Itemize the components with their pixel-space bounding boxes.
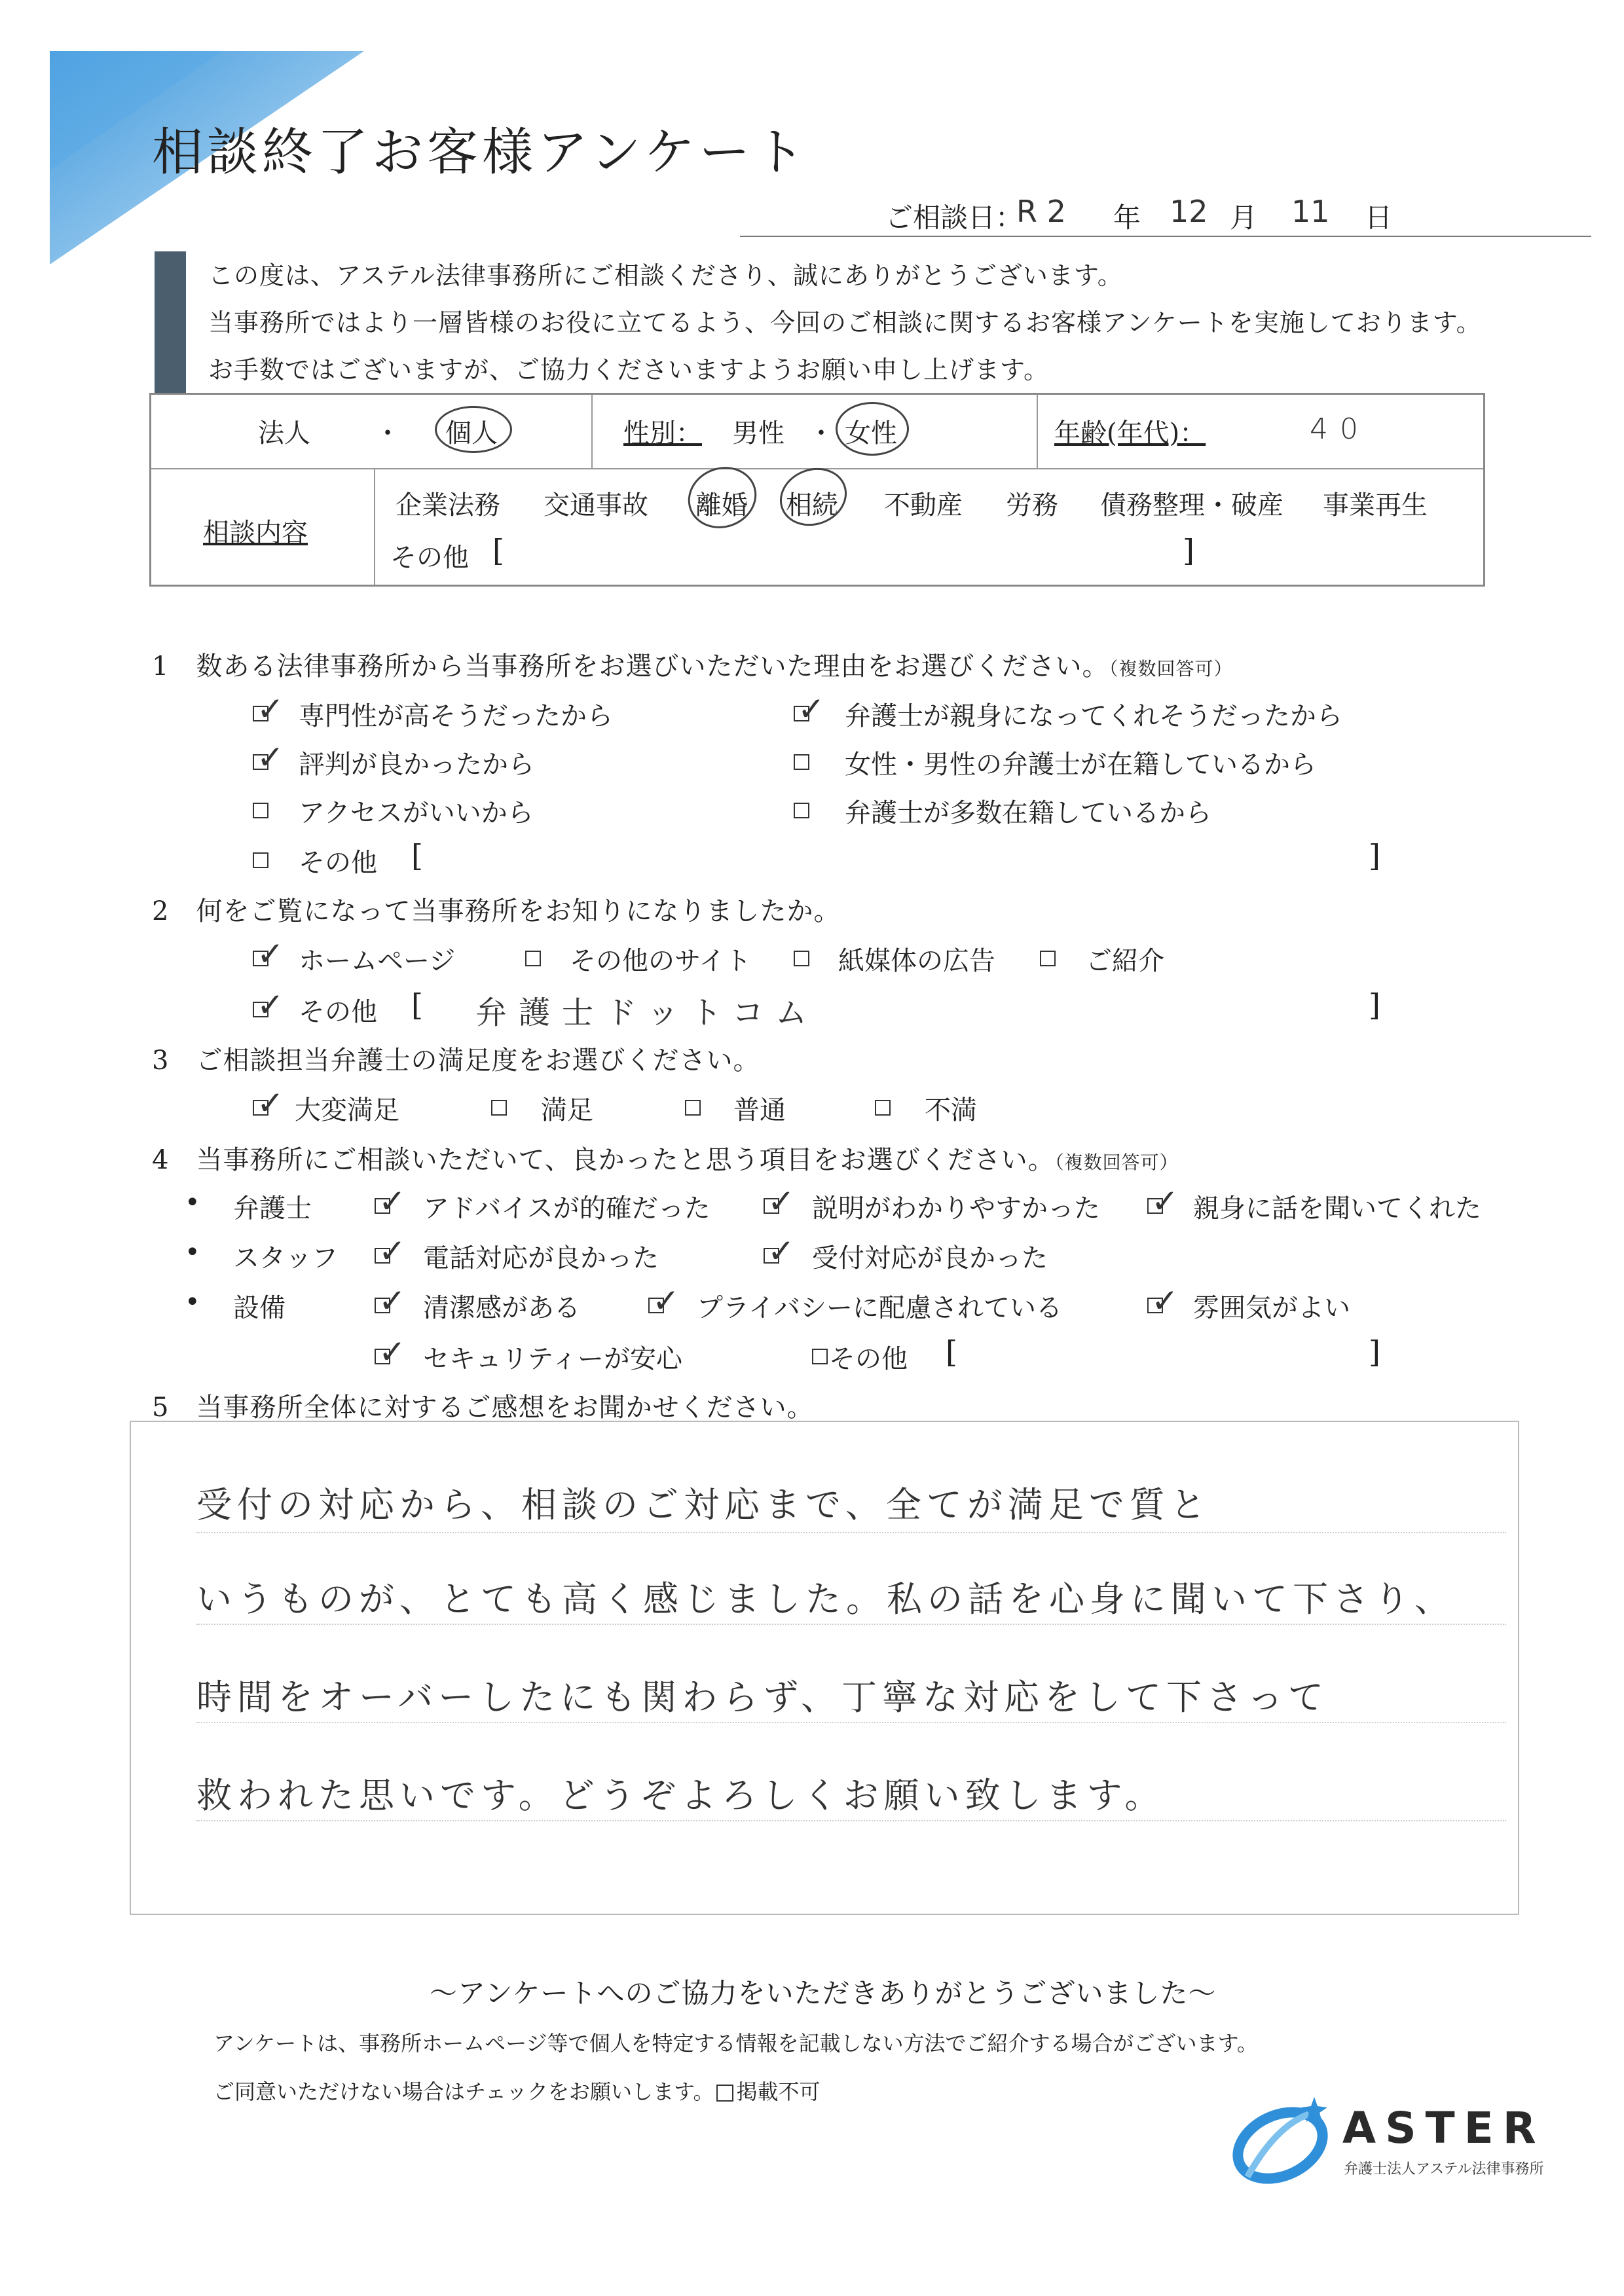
bracket-close: ]	[1183, 533, 1194, 568]
q1-option-other: その他	[299, 848, 377, 878]
checkbox[interactable]	[491, 1100, 507, 1116]
gender-separator: ・	[808, 418, 834, 448]
q4-group-label: 設備	[233, 1293, 286, 1323]
bullet: •	[185, 1237, 200, 1267]
intro-line-1: この度は、アステル法律事務所にご相談くださり、誠にありがとうございます。	[208, 261, 1123, 290]
logo-subtitle: 弁護士法人アステル法律事務所	[1344, 2161, 1544, 2178]
check-icon: ✓	[378, 1182, 406, 1220]
check-icon: ✓	[767, 1182, 795, 1220]
checkbox[interactable]	[253, 852, 268, 868]
date-day[interactable]: 11	[1291, 194, 1330, 229]
q2-option: 紙媒体の広告	[838, 946, 995, 976]
consult-inheritance[interactable]: 相続	[786, 490, 838, 520]
q3-option: 満足	[541, 1095, 593, 1125]
bullet: •	[185, 1287, 200, 1317]
q1-option: 評判が良かったから	[299, 750, 534, 780]
check-icon: ✓	[378, 1282, 406, 1320]
date-underline	[740, 236, 1591, 237]
q4-option: 説明がわかりやすかった	[812, 1194, 1100, 1224]
check-icon: ✓	[1151, 1282, 1179, 1320]
footer-note-1: アンケートは、事務所ホームページ等で個人を特定する情報を記載しない方法でご紹介する場合がございます。	[213, 2031, 1258, 2056]
gender-male[interactable]: 男性	[732, 418, 784, 448]
q2-option: ご紹介	[1086, 946, 1164, 976]
q5-heading: 5 当事務所全体に対するご感想をお聞かせください。	[152, 1393, 814, 1423]
bracket-open: [	[411, 987, 423, 1023]
bracket-close: ]	[1369, 987, 1380, 1023]
checkbox[interactable]	[525, 951, 541, 966]
date-month-unit: 月	[1230, 202, 1258, 234]
consult-corporate[interactable]: 企業法務	[396, 490, 500, 520]
q4-group-label: 弁護士	[233, 1194, 312, 1224]
q4-option: アドバイスが的確だった	[423, 1194, 710, 1224]
q3-option: 普通	[733, 1095, 786, 1125]
q4-option: プライバシーに配慮されている	[697, 1293, 1062, 1323]
bracket-open: [	[946, 1334, 957, 1370]
aster-logo-icon	[1228, 2092, 1339, 2190]
check-icon: ✓	[767, 1232, 795, 1270]
check-icon: ✓	[257, 1084, 284, 1122]
bracket-open: [	[411, 838, 423, 873]
q4-option: 雰囲気がよい	[1193, 1293, 1350, 1323]
bracket-close: ]	[1369, 838, 1380, 873]
consult-business-revival[interactable]: 事業再生	[1323, 490, 1428, 520]
comment-line: 受付の対応から、相談のご対応まで、全てが満足で質と	[196, 1484, 1211, 1525]
intro-line-2: 当事務所ではより一層皆様のお役に立てるよう、今回のご相談に関するお客様アンケートを実施しております。	[208, 308, 1482, 337]
intro-line-3: お手数ではございますが、ご協力くださいますようお願い申し上げます。	[208, 355, 1049, 384]
selection-circle	[435, 406, 512, 453]
q1-option: 女性・男性の弁護士が在籍しているから	[845, 750, 1316, 780]
check-icon: ✓	[257, 935, 284, 973]
consult-labor[interactable]: 労務	[1006, 490, 1058, 520]
q2-heading: 2 何をご覧になって当事務所をお知りになりましたか。	[152, 896, 841, 926]
q4-option: セキュリティーが安心	[423, 1344, 682, 1374]
type-separator: ・	[375, 418, 401, 448]
q4-group-label: スタッフ	[233, 1243, 338, 1273]
check-icon: ✓	[798, 690, 825, 728]
intro-accent-bar	[155, 251, 186, 394]
checkbox[interactable]	[875, 1100, 891, 1116]
q4-option: 電話対応が良かった	[423, 1243, 659, 1273]
bracket-open: [	[492, 533, 504, 568]
q3-heading: 3 ご相談担当弁護士の満足度をお選びください。	[152, 1046, 760, 1076]
check-icon: ✓	[378, 1232, 406, 1270]
checkbox[interactable]	[685, 1100, 701, 1116]
check-icon: ✓	[652, 1282, 680, 1320]
logo-wordmark: ASTER	[1342, 2103, 1545, 2153]
q4-option: 親身に話を聞いてくれた	[1193, 1194, 1481, 1224]
consult-divorce[interactable]: 離婚	[695, 490, 748, 520]
comment-rule	[196, 1624, 1506, 1625]
opt-out-checkbox[interactable]	[716, 2085, 733, 2102]
comment-rule	[196, 1820, 1506, 1821]
q2-option: ホームページ	[299, 946, 456, 976]
checkbox[interactable]	[1040, 951, 1056, 966]
comment-line: 時間をオーバーしたにも関わらず、丁寧な対応をして下さって	[196, 1677, 1329, 1718]
bullet: •	[185, 1188, 200, 1218]
checkbox[interactable]	[794, 803, 809, 818]
q4-option-other: その他	[829, 1344, 908, 1374]
q3-option: 不満	[925, 1095, 977, 1125]
consult-debt[interactable]: 債務整理・破産	[1100, 490, 1283, 520]
q2-other-value[interactable]: 弁護士ドットコム	[475, 994, 819, 1031]
consult-other-label: その他	[390, 543, 469, 573]
q2-option-other: その他	[299, 997, 377, 1027]
checkbox[interactable]	[253, 803, 268, 818]
check-icon: ✓	[378, 1333, 406, 1371]
q1-option: 弁護士が親身になってくれそうだったから	[845, 701, 1342, 731]
q4-option: 清潔感がある	[423, 1293, 580, 1323]
q3-option: 大変満足	[295, 1095, 399, 1125]
checkbox[interactable]	[794, 951, 809, 966]
gender-label: 性別：	[623, 418, 702, 448]
date-month[interactable]: 12	[1170, 194, 1208, 229]
consultation-label: 相談内容	[203, 518, 308, 548]
q4-heading: 4 当事務所にご相談いただいて、良かったと思う項目をお選びください。（複数回答可）	[152, 1145, 1179, 1175]
type-corporate[interactable]: 法人	[258, 418, 310, 448]
comment-line: いうものが、とても高く感じました。私の話を心身に聞いて下さり、	[196, 1578, 1455, 1620]
date-era[interactable]: R 2	[1016, 194, 1066, 229]
checkbox[interactable]	[794, 754, 809, 770]
date-year-unit: 年	[1113, 202, 1141, 234]
consult-real-estate[interactable]: 不動産	[884, 490, 963, 520]
thanks-message: ～アンケートへのご協力をいただきありがとうございました～	[430, 1977, 1217, 2009]
check-icon: ✓	[257, 690, 284, 728]
check-icon: ✓	[1151, 1182, 1179, 1220]
bracket-close: ]	[1369, 1334, 1380, 1370]
date-day-unit: 日	[1365, 202, 1393, 234]
age-value[interactable]: 40	[1310, 412, 1370, 446]
selection-circle	[836, 402, 909, 456]
age-label: 年齢(年代)：	[1054, 418, 1206, 448]
checkbox[interactable]	[812, 1349, 828, 1364]
page-title: 相談終了お客様アンケート	[152, 123, 809, 182]
comment-rule	[196, 1532, 1506, 1533]
q4-option: 受付対応が良かった	[812, 1243, 1048, 1273]
q1-option: アクセスがいいから	[299, 798, 534, 828]
q2-option: その他のサイト	[570, 946, 752, 976]
q1-option: 弁護士が多数在籍しているから	[845, 798, 1211, 828]
footer-note-2: ご同意いただけない場合はチェックをお願いします。 掲載不可	[213, 2079, 821, 2104]
comment-rule	[196, 1722, 1506, 1723]
q1-heading: 1 数ある法律事務所から当事務所をお選びいただいた理由をお選びください。（複数回答可）	[152, 651, 1233, 682]
consult-traffic[interactable]: 交通事故	[544, 490, 648, 520]
q1-option: 専門性が高そうだったから	[299, 701, 613, 731]
comment-line: 救われた思いです。どうぞよろしくお願い致します。	[196, 1775, 1166, 1816]
check-icon: ✓	[257, 986, 284, 1024]
date-label: ご相談日：	[885, 202, 1024, 234]
check-icon: ✓	[257, 738, 284, 776]
gender-female[interactable]: 女性	[845, 418, 897, 448]
type-individual[interactable]: 個人	[445, 418, 498, 448]
